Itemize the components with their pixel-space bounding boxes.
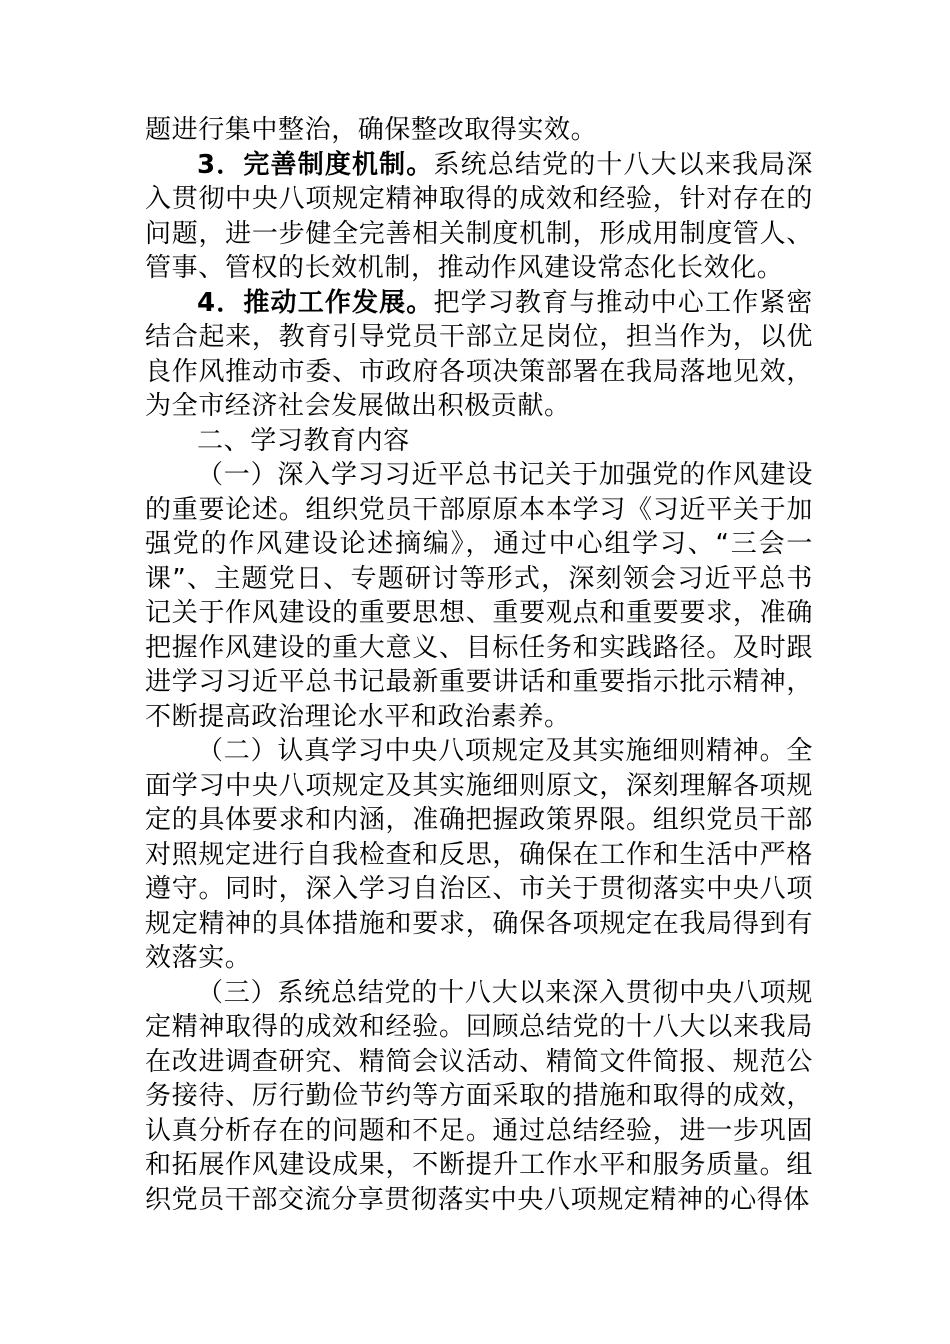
paragraph-lead: 3．完善制度机制。 (197, 149, 434, 180)
paragraph-improve-system (145, 148, 813, 286)
paragraph-item-3 (145, 976, 813, 1218)
paragraph-continuation (145, 113, 813, 148)
paragraph-lead: 4．推动工作发展。 (197, 287, 434, 318)
paragraph-item-1 (145, 458, 813, 734)
paragraph-text: 题进行集中整治，确保整改取得实效。 (145, 115, 598, 145)
paragraph-promote-work (145, 286, 813, 424)
paragraph-text: （三）系统总结党的十八大以来深入贯彻中央八项规定精神取得的成效和经验。回顾总结党的十八大以来我局在改进调查研究、精简会议活动、精简文件简报、规范公务接待、厉行勤俭节约等方面采取的措施和取得的成效，认真分析存在的问题和不足。通过总结经验，进一步巩固和拓展作风建设成果，不断提升工作水平和服务质量。组织党员干部交流分享贯彻落实中央八项规定精神的心得体 (145, 977, 813, 1215)
paragraph-text: （二）认真学习中央八项规定及其实施细则精神。全面学习中央八项规定及其实施细则原文，深刻理解各项规定的具体要求和内涵，准确把握政策界限。组织党员干部对照规定进行自我检查和反思，确保在工作和生活中严格遵守。同时，深入学习自治区、市关于贯彻落实中央八项规定精神的具体措施和要求，确保各项规定在我局得到有效落实。 (145, 736, 813, 973)
paragraph-text: 把学习教育与推动中心工作紧密结合起来，教育引导党员干部立足岗位，担当作为，以优良作风推动市委、市政府各项决策部署在我局落地见效，为全市经济社会发展做出积极贡献。 (145, 287, 813, 421)
document-body (145, 113, 813, 1217)
section-heading (145, 424, 813, 459)
paragraph-text: （一）深入学习习近平总书记关于加强党的作风建设的重要论述。组织党员干部原原本本学习《习近平关于加强党的作风建设论述摘编》，通过中心组学习、“三会一课”、主题党日、专题研讨等形式，深刻领会习近平总书记关于作风建设的重要思想、重要观点和重要要求，准确把握作风建设的重大意义、目标任务和实践路径。及时跟进学习习近平总书记最新重要讲话和重要指示批示精神，不断提高政治理论水平和政治素养。 (145, 460, 813, 732)
paragraph-text: 系统总结党的十八大以来我局深入贯彻中央八项规定精神取得的成效和经验，针对存在的问题，进一步健全完善相关制度机制，形成用制度管人、管事、管权的长效机制，推动作风建设常态化长效化。 (145, 149, 813, 283)
section-heading-text: 二、学习教育内容 (197, 425, 410, 456)
paragraph-item-2 (145, 734, 813, 976)
